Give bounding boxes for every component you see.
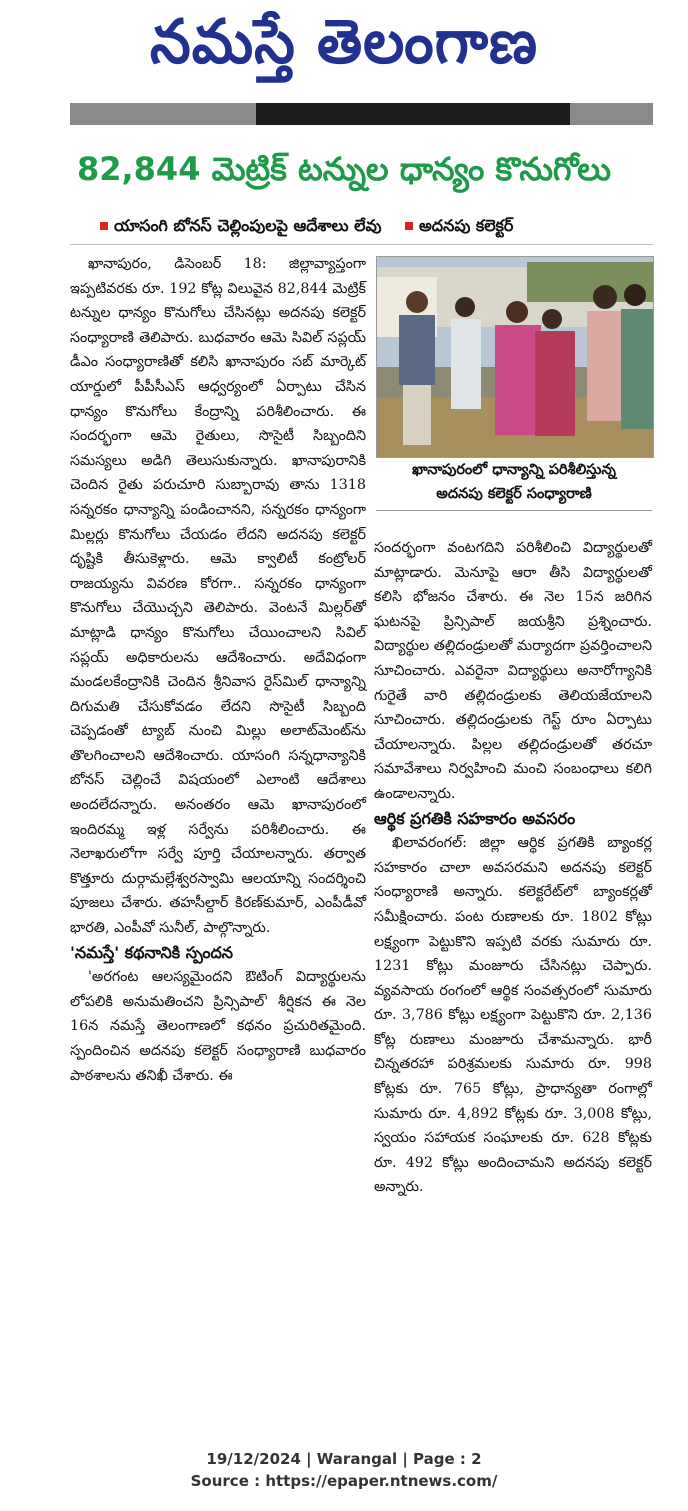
photo-caption-line-1: ఖానాపురంలో ధాన్యాన్ని పరిశీలిస్తున్న xyxy=(412,462,616,478)
article-paragraph: 'అరగంట ఆలస్యమైందని ఔటింగ్ విద్యార్థులను లోపలికి అనుమతించని ప్రిన్సిపాల్' శీర్షికన ఈ నెల 16న నమస్తే తెలంగాణలో కథనం ప్రచురితమైంది. స్పందించిన అదనపు కలెక్టర్ సంధ్యారాణి బుధవారం పాఠశాలను తనిఖీ చేశారు. ఈ xyxy=(70,969,366,1084)
article-photo xyxy=(376,256,654,458)
article-headline: 82,844 మెట్రిక్ టన్నుల ధాన్యం కొనుగోలు xyxy=(76,150,612,188)
header-divider-bar xyxy=(70,103,653,125)
section-heading-financial-progress: ఆర్థిక ప్రగతికి సహకారం అవసరం xyxy=(374,808,576,828)
article-paragraph: ఖానాపురం, డిసెంబర్ 18: జిల్లావ్యాప్తంగా ఇప్పటివరకు రూ. 192 కోట్ల విలువైన 82,844 మెట్రిక్ టన్నుల ధాన్యం కొనుగోలు చేసినట్లు అదనపు కలెక్టర్ సంధ్యారాణి తెలిపారు. బుధవారం ఆమె సివిల్ సప్లయ్ డీఎం సంధ్యారాణితో కలిసి ఖానాపురం సబ్ మార్కెట్ యార్డులో పీపీసీఎస్ ఆధ్వర్యంలో ఏర్పాటు చేసిన ధాన్యం కొనుగోలు కేంద్రాన్ని పరిశీలించారు. ఈ సందర్భంగా ఆమె రైతులు, సొసైటీ సిబ్బందిని సమస్యలు అడిగి తెలుసుకున్నారు. ఖానాపురానికి చెందిన రైతు పరుచూరి సుబ్బారావు తాను 1318 సన్నరకం ధాన్యాన్ని పండించానని, సన్నరకం ధాన్యంగా మిల్లర్లు కొనుగోలు చేయడం లేదని అదనపు కలెక్టర్ దృష్టికి తీసుకెళ్లారు. ఆమె క్వాలిటీ కంట్రోలర్ రాజయ్యను వివరణ కోరగా.. సన్నరకం ధాన్యంగా కొనుగోలు చేయొచ్చని తెలిపారు. వెంటనే మిల్లర్‌తో మాట్లాడి ధాన్యం కొనుగోలు చేయించాలని సివిల్ సప్లయ్ అధికారులను ఆదేశించారు. అదేవిధంగా మండలకేంద్రానికి చెందిన శ్రీనివాస రైస్‌మిల్ ధాన్యాన్ని దిగుమతి చేసుకోవడం లేదని సొసైటీ సిబ్బంది చెప్పడంతో ట్యాబ్ నుంచి మిల్లు అలాట్‌మెంట్‌ను తొలగించాలని ఆదేశించారు. యాసంగి సన్నధాన్యానికి బోనస్ చెల్లించే విషయంలో ఎలాంటి ఆదేశాలు అందలేదన్నారు. అనంతరం ఆమె ఖానాపురంలో ఇందిరమ్మ ఇళ్ల సర్వేను పరిశీలించారు. ఈ నెలాఖరులోగా సర్వే పూర్తి చేయాలన్నారు. తర్వాత కొత్తూరు దుర్గామల్లేశ్వరస్వామి ఆలయాన్ని సందర్శించి పూజలు చేశారు. తహసీల్దార్ కిరణ్‌కుమార్, ఎంపీడీవో భారతి, ఎంపీవో సునీల్, పాల్గొన్నారు. xyxy=(70,256,366,937)
article-body-right-column xyxy=(374,536,652,1200)
photo-caption xyxy=(376,458,652,511)
header-divider-dark-segment xyxy=(256,103,570,125)
photo-illustration xyxy=(377,257,653,457)
section-heading-namaste-response: 'నమస్తే' కథనానికి స్పందన xyxy=(70,942,233,962)
masthead xyxy=(0,0,688,95)
photo-caption-line-2: అదనపు కలెక్టర్ సంధ్యారాణి xyxy=(436,486,592,502)
subheading-text-1: యాసంగి బోనస్ చెల్లింపులపై ఆదేశాలు లేవు xyxy=(114,216,382,235)
bullet-icon xyxy=(100,222,108,230)
article-paragraph: సందర్భంగా వంటగదిని పరిశీలించి విద్యార్థులతో మాట్లాడారు. మెనూపై ఆరా తీసి విద్యార్థులతో కలిసి భోజనం చేశారు. ఈ నెల 15న జరిగిన ఘటనపై ప్రిన్సిపాల్ జయశ్రీని ప్రశ్నించారు. విద్యార్థుల తల్లిదండ్రులతో మర్యాదగా ప్రవర్తించాలని సూచించారు. ఎవరైనా విద్యార్థులు అనారోగ్యానికి గురైతే వారి తల్లిదండ్రులకు తెలియజేయాలని సూచించారు. తల్లిదండ్రులకు గెస్ట్ రూం ఏర్పాటు చేయాలన్నారు. పిల్లల తల్లిదండ్రులతో తరచూ సమావేశాలు నిర్వహించి మంచి సంబంధాలు కలిగి ఉండాలన్నారు. xyxy=(374,540,652,802)
footer-source-link[interactable]: Source : https://epaper.ntnews.com/ xyxy=(190,1472,498,1490)
newspaper-logo: నమస్తే తెలంగాణ xyxy=(150,5,538,78)
page-footer xyxy=(0,1448,688,1492)
footer-date-edition: 19/12/2024 | Warangal | Page : 2 xyxy=(206,1450,482,1468)
article-body-left-column xyxy=(70,252,366,1088)
article-subheading xyxy=(70,212,653,245)
bullet-icon xyxy=(405,222,413,230)
article-paragraph: ఖిలావరంగల్: జిల్లా ఆర్థిక ప్రగతికి బ్యాంకర్ల సహకారం చాలా అవసరమని అదనపు కలెక్టర్ సంధ్యారాణి అన్నారు. కలెక్టరేట్‌లో బ్యాంకర్లతో సమీక్షించారు. పంట రుణాలకు రూ. 1802 కోట్లు లక్ష్యంగా పెట్టుకొని ఇప్పటి వరకు సుమారు రూ. 1231 కోట్లు మంజూరు చేసినట్లు చెప్పారు. వ్యవసాయ రంగంలో ఆర్థిక సంవత్సరంలో సుమారు రూ. 3,786 కోట్లు లక్ష్యంగా పెట్టుకొని రూ. 2,136 కోట్ల రుణాలు మంజూరు చేశామన్నారు. భారీ చిన్నతరహా పరిశ్రమలకు సుమారు రూ. 998 కోట్లకు రూ. 765 కోట్లు, ప్రాధాన్యతా రంగాల్లో సుమారు రూ. 4,892 కోట్లకు రూ. 3,008 కోట్లు, స్వయం సహాయక సంఘాలకు రూ. 628 కోట్లకు రూ. 492 కోట్లు అందించామని అదనపు కలెక్టర్ అన్నారు. xyxy=(374,835,652,1196)
subheading-text-2: అదనపు కలెక్టర్ xyxy=(419,216,514,235)
